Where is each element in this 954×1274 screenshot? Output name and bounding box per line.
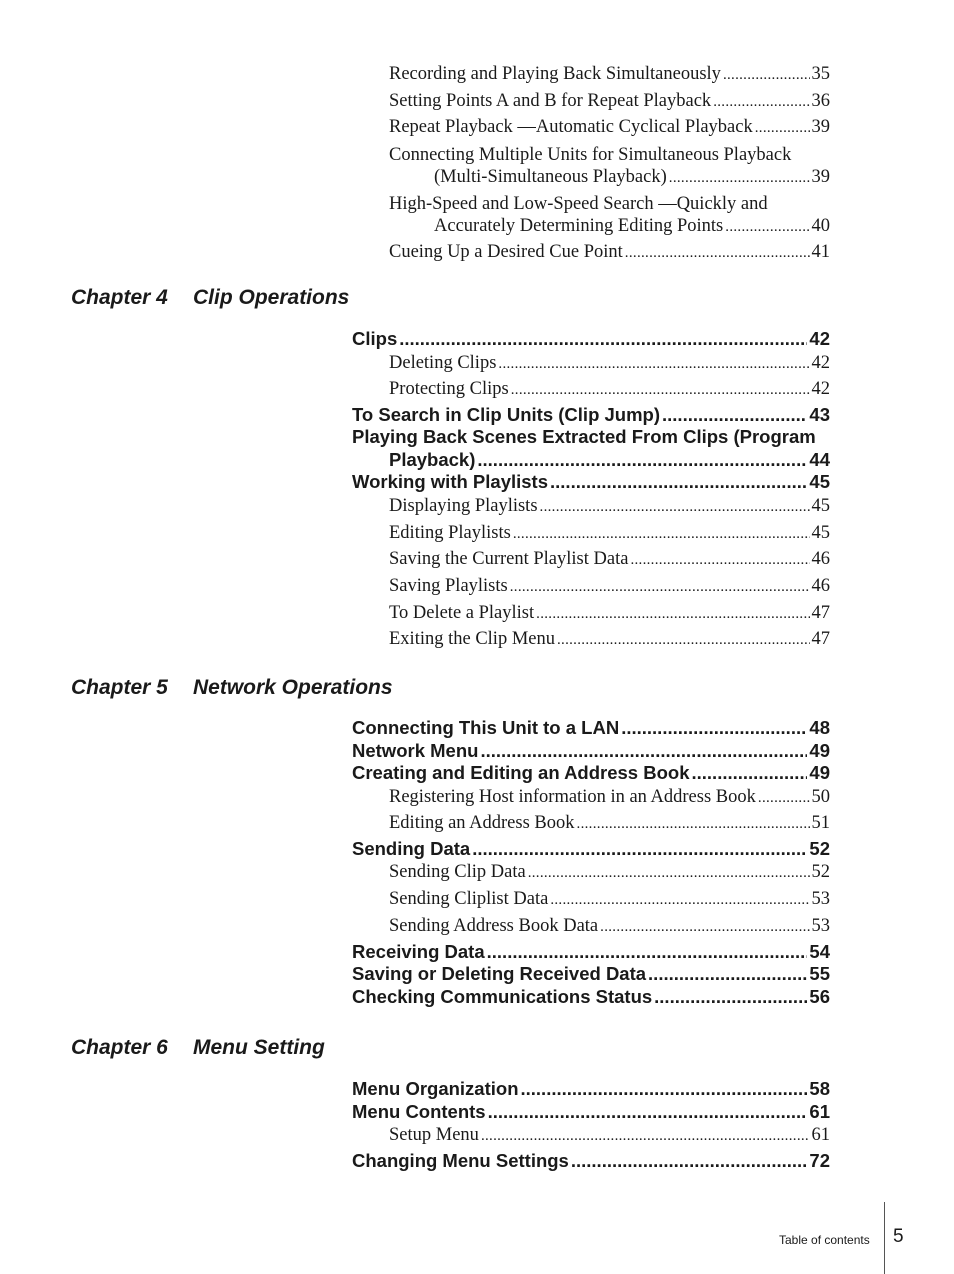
toc-entry[interactable] bbox=[352, 860, 830, 887]
toc-entry[interactable] bbox=[352, 1123, 830, 1150]
toc-entry-page: 48 bbox=[809, 717, 830, 738]
toc-entry-title: Repeat Playback —Automatic Cyclical Playback bbox=[389, 117, 753, 138]
toc-entry-title: Sending Data bbox=[352, 837, 471, 859]
toc-leader-dots bbox=[399, 328, 807, 351]
toc-entry-page: 56 bbox=[809, 985, 830, 1007]
toc-leader-dots bbox=[550, 888, 809, 914]
toc-leader-dots bbox=[621, 717, 807, 740]
toc-entry-title: Saving Playlists bbox=[389, 576, 508, 597]
toc-entry-page: 45 bbox=[809, 471, 830, 493]
toc-entry[interactable] bbox=[352, 494, 830, 521]
toc-entry-page: 54 bbox=[809, 940, 830, 962]
toc-leader-dots bbox=[654, 986, 807, 1009]
toc-entry-title: Sending Clip Data bbox=[389, 862, 526, 883]
chapter-number: Chapter 4 bbox=[71, 286, 168, 309]
toc-entry[interactable] bbox=[352, 914, 830, 941]
toc-entry-page: 46 bbox=[811, 576, 830, 597]
toc-leader-dots bbox=[481, 1124, 810, 1150]
chapter-title: Menu Setting bbox=[193, 1036, 325, 1059]
toc-chapter5-section bbox=[352, 717, 830, 1008]
footer-section-label: Table of contents bbox=[779, 1233, 870, 1247]
toc-entry[interactable] bbox=[352, 193, 830, 238]
chapter-number: Chapter 6 bbox=[71, 1036, 168, 1059]
toc-leader-dots bbox=[755, 116, 810, 142]
toc-leader-dots bbox=[480, 740, 807, 763]
toc-entry[interactable] bbox=[352, 963, 830, 986]
toc-entry-title: Exiting the Clip Menu bbox=[389, 629, 555, 650]
toc-entry-page: 55 bbox=[809, 963, 830, 985]
footer-divider bbox=[884, 1202, 885, 1274]
toc-entry-page: 53 bbox=[811, 889, 830, 910]
toc-entry[interactable] bbox=[352, 377, 830, 404]
toc-leader-dots bbox=[571, 1150, 808, 1173]
toc-leader-dots bbox=[669, 167, 810, 189]
toc-entry-title: Registering Host information in an Address Book bbox=[389, 786, 756, 807]
toc-top-section bbox=[352, 62, 830, 267]
toc-entry-title: Setting Points A and B for Repeat Playback bbox=[389, 90, 712, 111]
toc-entry-title: Working with Playlists bbox=[352, 471, 549, 493]
toc-leader-dots bbox=[758, 786, 810, 812]
toc-entry[interactable] bbox=[352, 240, 830, 267]
toc-entry[interactable] bbox=[352, 574, 830, 601]
toc-entry-page: 39 bbox=[811, 167, 830, 188]
toc-leader-dots bbox=[521, 1078, 808, 1101]
toc-chapter4-section bbox=[352, 328, 830, 654]
toc-entry-title: Deleting Clips bbox=[389, 352, 497, 373]
toc-leader-dots bbox=[577, 812, 810, 838]
toc-leader-dots bbox=[540, 495, 810, 521]
toc-leader-dots bbox=[725, 216, 809, 238]
toc-entry-page: 45 bbox=[811, 495, 830, 516]
toc-entry-page: 46 bbox=[811, 549, 830, 570]
toc-entry-page: 49 bbox=[809, 739, 830, 761]
toc-entry-title: Menu Contents bbox=[352, 1100, 486, 1122]
toc-entry-title: Creating and Editing an Address Book bbox=[352, 762, 690, 783]
toc-leader-dots bbox=[472, 838, 807, 861]
toc-entry-title: Checking Communications Status bbox=[352, 985, 653, 1007]
page-number: 5 bbox=[893, 1226, 904, 1247]
toc-entry-title: Connecting This Unit to a LAN bbox=[352, 717, 620, 738]
chapter-heading bbox=[71, 675, 393, 701]
toc-entry-title: Displaying Playlists bbox=[389, 495, 538, 516]
toc-leader-dots bbox=[513, 522, 810, 548]
toc-leader-dots bbox=[477, 449, 807, 472]
chapter-heading bbox=[71, 285, 349, 311]
toc-entry-title: To Search in Clip Units (Clip Jump) bbox=[352, 403, 661, 425]
toc-entry-page: 42 bbox=[811, 352, 830, 373]
toc-entry-title: Changing Menu Settings bbox=[352, 1149, 569, 1171]
toc-entry-page: 42 bbox=[809, 328, 830, 349]
toc-entry-title: Editing an Address Book bbox=[389, 813, 575, 834]
toc-leader-dots bbox=[723, 63, 810, 89]
toc-leader-dots bbox=[487, 941, 808, 964]
toc-leader-dots bbox=[692, 762, 808, 785]
toc-entry-title: Clips bbox=[352, 328, 398, 349]
toc-entry[interactable] bbox=[352, 62, 830, 89]
toc-entry-title: To Delete a Playlist bbox=[389, 602, 535, 623]
toc-entry[interactable] bbox=[352, 89, 830, 116]
toc-entry-title: Saving or Deleting Received Data bbox=[352, 963, 647, 985]
toc-entry[interactable] bbox=[352, 717, 830, 740]
toc-entry-page: 45 bbox=[811, 522, 830, 543]
toc-entry-page: 35 bbox=[811, 64, 830, 84]
toc-entry[interactable] bbox=[352, 471, 830, 494]
toc-entry-page: 53 bbox=[811, 915, 830, 936]
chapter-title: Network Operations bbox=[193, 676, 393, 699]
toc-leader-dots bbox=[528, 861, 810, 887]
toc-entry-page: 72 bbox=[809, 1149, 830, 1171]
toc-entry-title-line1: Connecting Multiple Units for Simultaneous Playback bbox=[389, 145, 792, 166]
chapter-heading bbox=[71, 1035, 325, 1061]
toc-leader-dots bbox=[550, 471, 807, 494]
toc-leader-dots bbox=[713, 90, 809, 116]
toc-entry-title: Saving the Current Playlist Data bbox=[389, 549, 629, 570]
toc-entry[interactable] bbox=[352, 144, 830, 189]
toc-leader-dots bbox=[536, 602, 809, 628]
toc-entry-title: Accurately Determining Editing Points bbox=[434, 216, 724, 237]
toc-leader-dots bbox=[488, 1101, 808, 1124]
toc-leader-dots bbox=[498, 352, 809, 378]
toc-leader-dots bbox=[511, 378, 810, 404]
toc-entry-page: 61 bbox=[809, 1100, 830, 1122]
toc-entry[interactable] bbox=[352, 627, 830, 654]
toc-entry[interactable] bbox=[352, 740, 830, 763]
toc-entry-page: 52 bbox=[809, 837, 830, 859]
toc-entry-title: Recording and Playing Back Simultaneously bbox=[389, 64, 721, 84]
toc-entry[interactable] bbox=[352, 404, 830, 427]
toc-entry[interactable] bbox=[352, 601, 830, 628]
toc-entry[interactable] bbox=[352, 426, 830, 471]
toc-entry-title: Network Menu bbox=[352, 739, 479, 761]
toc-entry[interactable] bbox=[352, 941, 830, 964]
chapter-title: Clip Operations bbox=[193, 286, 350, 309]
toc-leader-dots bbox=[662, 404, 807, 427]
toc-entry-page: 61 bbox=[811, 1125, 830, 1145]
toc-entry[interactable] bbox=[352, 1078, 830, 1101]
toc-entry-page: 41 bbox=[811, 242, 830, 263]
toc-entry[interactable] bbox=[352, 328, 830, 351]
toc-entry-page: 49 bbox=[809, 762, 830, 783]
toc-entry-page: 47 bbox=[811, 629, 830, 650]
toc-chapter6-section bbox=[352, 1078, 830, 1172]
toc-entry[interactable] bbox=[352, 1101, 830, 1124]
toc-entry[interactable] bbox=[352, 521, 830, 548]
toc-leader-dots bbox=[648, 963, 807, 986]
toc-entry-page: 52 bbox=[811, 862, 830, 883]
toc-entry[interactable] bbox=[352, 115, 830, 142]
toc-entry-title: Sending Cliplist Data bbox=[389, 889, 549, 910]
toc-entry-page: 42 bbox=[811, 379, 830, 400]
toc-entry-title: Editing Playlists bbox=[389, 522, 511, 543]
toc-entry-title: Cueing Up a Desired Cue Point bbox=[389, 242, 623, 263]
toc-entry[interactable] bbox=[352, 887, 830, 914]
toc-entry[interactable] bbox=[352, 351, 830, 378]
toc-entry-title: Setup Menu bbox=[389, 1125, 479, 1145]
toc-entry-title: (Multi-Simultaneous Playback) bbox=[434, 167, 667, 188]
toc-entry-page: 40 bbox=[811, 216, 830, 237]
toc-entry-title-line1: Playing Back Scenes Extracted From Clips (Program bbox=[352, 426, 816, 448]
toc-entry-title: Playback) bbox=[389, 448, 476, 470]
toc-entry-title: Receiving Data bbox=[352, 940, 485, 962]
toc-entry-page: 43 bbox=[809, 403, 830, 425]
toc-leader-dots bbox=[510, 575, 810, 601]
toc-entry[interactable] bbox=[352, 785, 830, 812]
toc-entry-page: 36 bbox=[811, 90, 830, 111]
chapter-number: Chapter 5 bbox=[71, 676, 168, 699]
toc-entry-page: 47 bbox=[811, 602, 830, 623]
toc-entry[interactable] bbox=[352, 986, 830, 1009]
toc-entry[interactable] bbox=[352, 838, 830, 861]
toc-entry-title: Protecting Clips bbox=[389, 379, 509, 400]
toc-leader-dots bbox=[600, 915, 809, 941]
toc-entry[interactable] bbox=[352, 547, 830, 574]
toc-entry-title: Menu Organization bbox=[352, 1078, 519, 1099]
toc-entry-page: 51 bbox=[811, 813, 830, 834]
toc-entry[interactable] bbox=[352, 1150, 830, 1173]
toc-entry-page: 58 bbox=[809, 1078, 830, 1099]
toc-entry-page: 39 bbox=[811, 117, 830, 138]
toc-entry-title-line1: High-Speed and Low-Speed Search —Quickly and bbox=[389, 194, 768, 215]
toc-leader-dots bbox=[630, 548, 809, 574]
toc-leader-dots bbox=[625, 241, 810, 267]
toc-entry-page: 50 bbox=[811, 786, 830, 807]
toc-entry[interactable] bbox=[352, 811, 830, 838]
toc-entry[interactable] bbox=[352, 762, 830, 785]
toc-entry-page: 44 bbox=[809, 448, 830, 470]
toc-leader-dots bbox=[557, 628, 810, 654]
toc-entry-title: Sending Address Book Data bbox=[389, 915, 599, 936]
